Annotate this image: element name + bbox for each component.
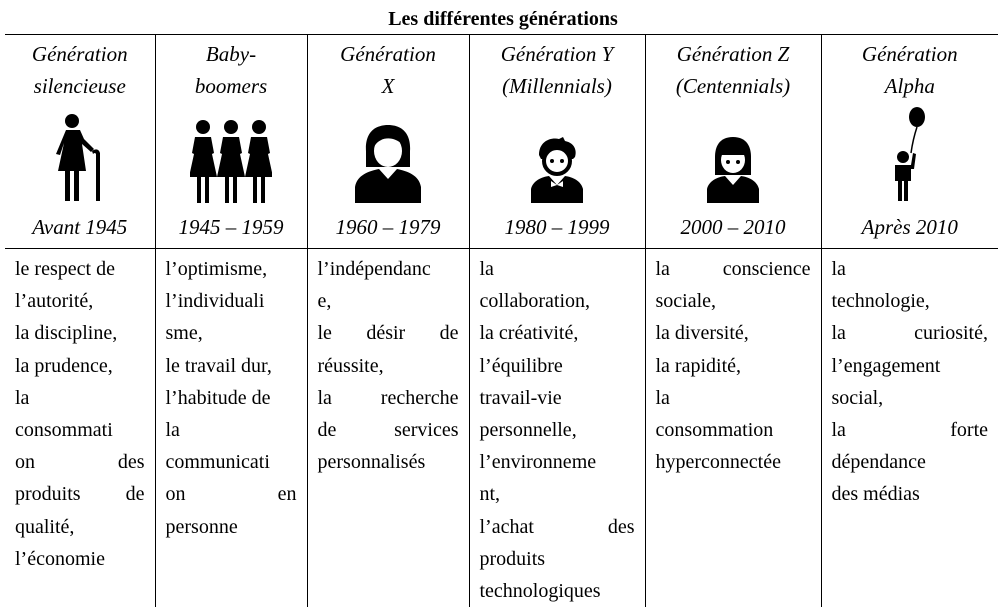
generations-table: [5, 34, 998, 607]
value-line: travail-vie: [480, 382, 635, 414]
value-line: la diversité,: [656, 317, 811, 349]
value-line: la rapidité,: [656, 350, 811, 382]
value-line: la: [656, 382, 811, 414]
value-line: la prudence,: [15, 350, 145, 382]
generation-period: 1960 – 1979: [308, 211, 469, 243]
value-line: produits de: [15, 478, 145, 510]
value-line: l’individuali: [166, 285, 297, 317]
generation-period: Après 2010: [822, 211, 999, 243]
value-line: le travail dur,: [166, 350, 297, 382]
value-line: la: [832, 253, 989, 285]
value-line: sme,: [166, 317, 297, 349]
value-line: la créativité,: [480, 317, 635, 349]
value-line: hyperconnectée: [656, 446, 811, 478]
generation-name: Génération Alpha: [822, 38, 999, 102]
header-row: [5, 35, 998, 249]
value-line: réussite,: [318, 350, 459, 382]
value-line: des médias: [832, 478, 989, 510]
value-line: l’équilibre: [480, 350, 635, 382]
header-cell-gen-x: [307, 35, 469, 249]
values-cell-gen-x: [307, 249, 469, 607]
value-line: on des: [15, 446, 145, 478]
boy-bust-icon: [529, 107, 585, 203]
value-line: la discipline,: [15, 317, 145, 349]
values-cell-baby-boomers: [155, 249, 307, 607]
value-line: la: [166, 414, 297, 446]
header-cell-gen-z: [645, 35, 821, 249]
value-line: personne: [166, 511, 297, 543]
value-line: l’économie: [15, 543, 145, 575]
value-line: sociale,: [656, 285, 811, 317]
child-with-balloon-icon: [887, 107, 933, 203]
generation-period: 2000 – 2010: [646, 211, 821, 243]
values-cell-gen-y: [469, 249, 645, 607]
value-line: la: [480, 253, 635, 285]
woman-bust-icon: [353, 107, 423, 203]
value-line: l’habitude de: [166, 382, 297, 414]
generation-name: Génération X: [308, 38, 469, 102]
values-list: [308, 249, 469, 478]
header-cell-alpha: [821, 35, 998, 249]
values-cell-alpha: [821, 249, 998, 607]
generation-period: 1945 – 1959: [156, 211, 307, 243]
value-line: l’autorité,: [15, 285, 145, 317]
values-list: [156, 249, 307, 543]
value-line: qualité,: [15, 511, 145, 543]
value-line: e,: [318, 285, 459, 317]
generation-name: Génération Y (Millennials): [470, 38, 645, 102]
girl-bust-icon: [705, 107, 761, 203]
value-line: l’engagement: [832, 350, 989, 382]
value-line: de services: [318, 414, 459, 446]
value-line: l’indépendanc: [318, 253, 459, 285]
values-list: [5, 249, 155, 575]
value-line: personnelle,: [480, 414, 635, 446]
generation-name: Génération silencieuse: [5, 38, 155, 102]
value-line: personnalisés: [318, 446, 459, 478]
generation-period: Avant 1945: [5, 211, 155, 243]
three-women-icon: [190, 107, 272, 203]
value-line: la curiosité,: [832, 317, 989, 349]
value-line: consommati: [15, 414, 145, 446]
values-row: [5, 249, 998, 607]
value-line: produits: [480, 543, 635, 575]
header-cell-silent: [5, 35, 155, 249]
value-line: l’environneme: [480, 446, 635, 478]
table-title: Les différentes générations: [0, 4, 1006, 34]
values-cell-gen-z: [645, 249, 821, 607]
values-list: [822, 249, 999, 511]
value-line: dépendance: [832, 446, 989, 478]
value-line: la forte: [832, 414, 989, 446]
value-line: le respect de: [15, 253, 145, 285]
generation-name: Génération Z (Centennials): [646, 38, 821, 102]
value-line: l’optimisme,: [166, 253, 297, 285]
value-line: on en: [166, 478, 297, 510]
generation-name: Baby- boomers: [156, 38, 307, 102]
value-line: la recherche: [318, 382, 459, 414]
value-line: le désir de: [318, 317, 459, 349]
value-line: communicati: [166, 446, 297, 478]
values-cell-silent: [5, 249, 155, 607]
values-list: [470, 249, 645, 607]
value-line: collaboration,: [480, 285, 635, 317]
value-line: nt,: [480, 478, 635, 510]
value-line: technologiques: [480, 575, 635, 607]
value-line: la conscience: [656, 253, 811, 285]
header-cell-gen-y: [469, 35, 645, 249]
elderly-person-with-cane-icon: [50, 107, 110, 203]
generation-period: 1980 – 1999: [470, 211, 645, 243]
value-line: consommation: [656, 414, 811, 446]
value-line: l’achat des: [480, 511, 635, 543]
value-line: social,: [832, 382, 989, 414]
value-line: technologie,: [832, 285, 989, 317]
header-cell-baby-boomers: [155, 35, 307, 249]
values-list: [646, 249, 821, 478]
value-line: la: [15, 382, 145, 414]
